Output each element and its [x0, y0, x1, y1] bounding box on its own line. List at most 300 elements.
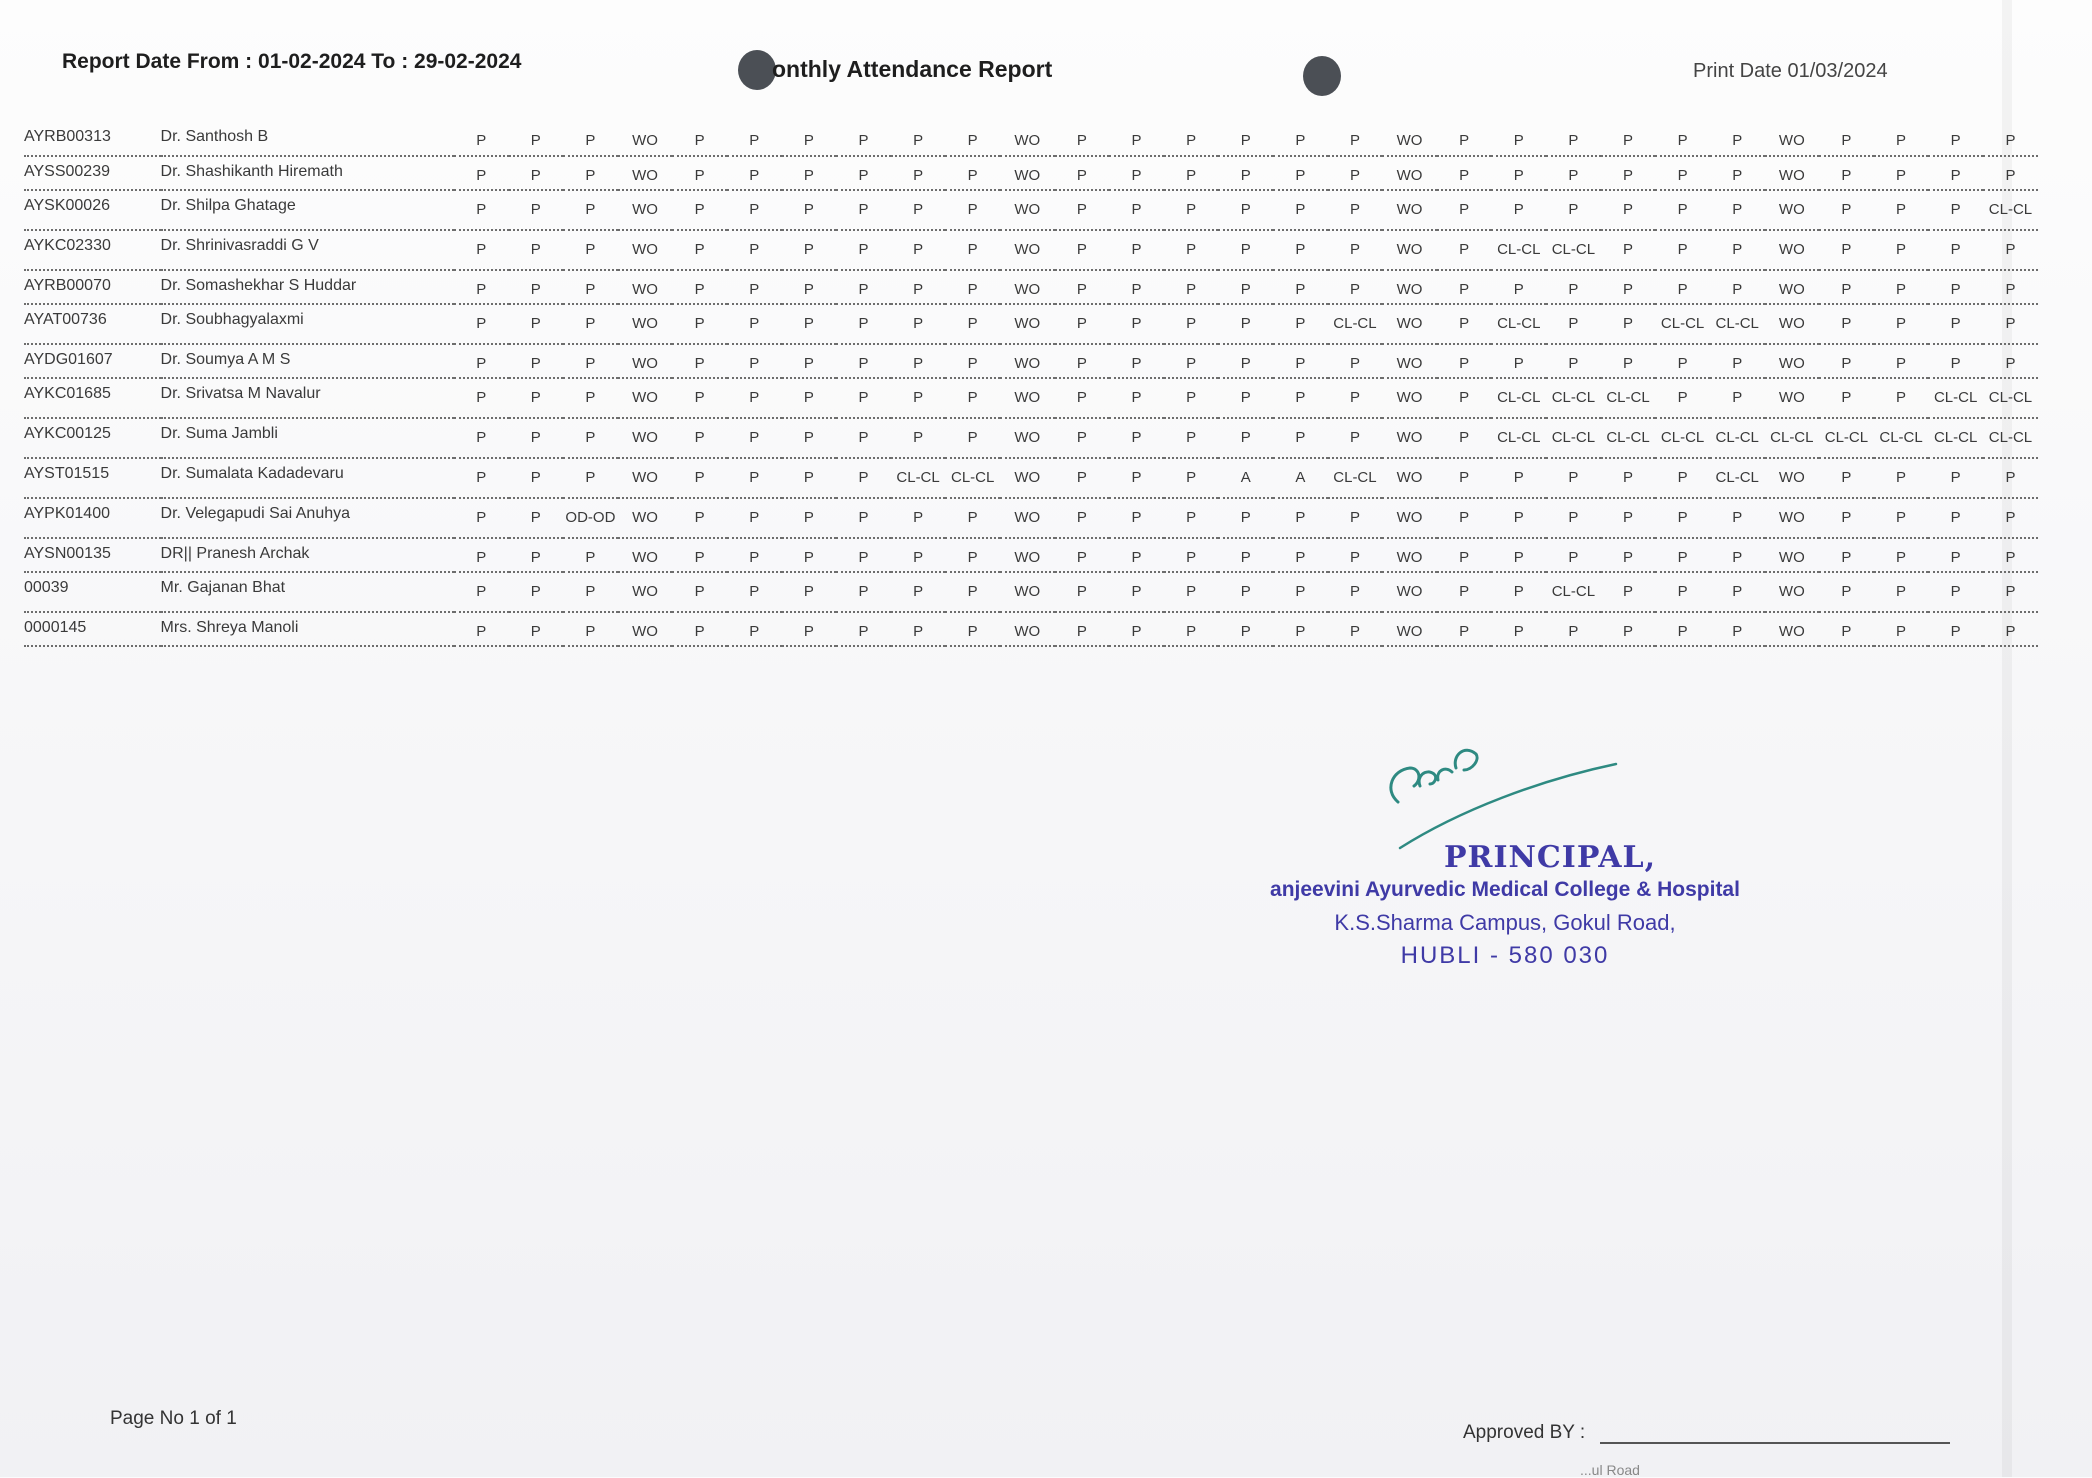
attendance-cell: P: [1459, 509, 1470, 526]
attendance-cell: WO: [632, 167, 658, 184]
attendance-cell: P: [1186, 583, 1197, 600]
attendance-cell: P: [694, 469, 705, 486]
attendance-cell: P: [1896, 132, 1907, 149]
attendance-cell: P: [803, 355, 814, 372]
attendance-cell: P: [694, 509, 705, 526]
attendance-cell: P: [1459, 429, 1470, 446]
attendance-cell: P: [1240, 389, 1251, 406]
attendance-cell: WO: [632, 281, 658, 298]
table-row: [24, 498, 2038, 538]
attendance-cell: P: [858, 241, 869, 258]
attendance-cell: P: [1622, 549, 1633, 566]
employee-name: Mr. Gajanan Bhat: [160, 579, 286, 596]
attendance-cell: CL-CL: [1660, 429, 1705, 446]
attendance-cell: WO: [1014, 132, 1041, 149]
attendance-cell: P: [1732, 167, 1743, 184]
table-row: [24, 230, 2038, 270]
attendance-cell: P: [1896, 469, 1907, 486]
attendance-cell: P: [476, 509, 487, 526]
attendance-cell: P: [1295, 389, 1306, 406]
attendance-cell: P: [1841, 315, 1852, 332]
attendance-cell: P: [530, 132, 541, 149]
attendance-cell: CL-CL: [1551, 389, 1596, 406]
attendance-cell: CL-CL: [1715, 469, 1759, 486]
employee-name: Dr. Shilpa Ghatage: [160, 197, 296, 214]
attendance-cell: CL-CL: [1497, 429, 1541, 446]
attendance-cell: WO: [1396, 623, 1423, 640]
attendance-cell: P: [1186, 509, 1197, 526]
attendance-cell: P: [858, 509, 869, 526]
attendance-cell: WO: [1014, 389, 1041, 406]
attendance-cell: P: [1568, 549, 1579, 566]
attendance-cell: WO: [632, 429, 658, 446]
attendance-cell: P: [858, 201, 869, 218]
attendance-cell: P: [1950, 167, 1961, 184]
attendance-cell: WO: [1014, 201, 1041, 218]
attendance-cell: P: [1513, 281, 1524, 298]
attendance-cell: P: [1076, 315, 1087, 332]
attendance-cell: P: [803, 549, 814, 566]
attendance-cell: CL-CL: [1715, 429, 1759, 446]
attendance-cell: P: [1295, 549, 1306, 566]
employee-id: AYRB00070: [24, 277, 111, 294]
attendance-cell: P: [1950, 132, 1961, 149]
attendance-cell: P: [1240, 132, 1251, 149]
attendance-cell: P: [1295, 132, 1306, 149]
attendance-cell: WO: [1014, 583, 1041, 600]
attendance-cell: P: [1732, 583, 1743, 600]
attendance-cell: P: [1568, 132, 1579, 149]
attendance-cell: P: [585, 201, 596, 218]
attendance-cell: CL-CL: [1606, 429, 1650, 446]
table-row: [24, 156, 2038, 190]
attendance-cell: P: [1950, 549, 1961, 566]
attendance-cell: P: [913, 389, 924, 406]
attendance-cell: P: [694, 281, 705, 298]
attendance-cell: P: [967, 241, 978, 258]
attendance-cell: P: [1622, 167, 1633, 184]
table-row: [24, 572, 2038, 612]
attendance-cell: P: [530, 623, 541, 640]
table-row: [24, 190, 2038, 230]
attendance-cell: P: [1896, 509, 1907, 526]
attendance-cell: WO: [632, 469, 658, 486]
attendance-cell: WO: [1778, 241, 1805, 258]
attendance-cell: P: [1622, 281, 1633, 298]
attendance-cell: CL-CL: [1606, 389, 1650, 406]
attendance-cell: CL-CL: [1497, 315, 1541, 332]
attendance-cell: P: [858, 389, 869, 406]
attendance-cell: P: [585, 583, 596, 600]
attendance-cell: P: [1186, 281, 1197, 298]
seal-address: K.S.Sharma Campus, Gokul Road,: [1334, 910, 1676, 935]
attendance-cell: P: [1186, 167, 1197, 184]
attendance-cell: P: [1240, 241, 1251, 258]
attendance-cell: A: [1240, 469, 1251, 486]
attendance-cell: P: [1896, 281, 1907, 298]
attendance-cell: P: [1513, 623, 1524, 640]
attendance-cell: P: [585, 549, 596, 566]
attendance-cell: P: [2005, 549, 2016, 566]
attendance-cell: P: [476, 389, 487, 406]
attendance-cell: P: [1677, 509, 1688, 526]
attendance-cell: P: [1349, 509, 1360, 526]
attendance-cell: P: [1622, 583, 1633, 600]
attendance-cell: WO: [1396, 132, 1423, 149]
attendance-cell: P: [1896, 201, 1907, 218]
attendance-cell: CL-CL: [1879, 429, 1923, 446]
punch-hole-right: [1303, 56, 1341, 96]
attendance-cell: P: [585, 355, 596, 372]
seal-city: HUBLI - 580 030: [1400, 942, 1610, 969]
attendance-cell: P: [1186, 429, 1197, 446]
attendance-cell: P: [803, 167, 814, 184]
attendance-table-body: [24, 122, 2038, 646]
table-row: [24, 304, 2038, 344]
attendance-cell: P: [476, 623, 487, 640]
attendance-cell: P: [476, 315, 487, 332]
attendance-cell: P: [803, 429, 814, 446]
attendance-cell: P: [1513, 167, 1524, 184]
attendance-cell: P: [803, 132, 814, 149]
attendance-cell: WO: [1014, 281, 1041, 298]
employee-name: Dr. Somashekhar S Huddar: [160, 277, 357, 294]
attendance-cell: P: [967, 583, 978, 600]
attendance-cell: P: [749, 549, 760, 566]
attendance-cell: P: [476, 132, 487, 149]
attendance-cell: P: [858, 132, 869, 149]
attendance-cell: P: [530, 429, 541, 446]
attendance-cell: P: [694, 167, 705, 184]
attendance-cell: WO: [1014, 167, 1041, 184]
employee-name: Dr. Santhosh B: [160, 128, 269, 145]
attendance-cell: WO: [1396, 469, 1423, 486]
attendance-cell: P: [967, 389, 978, 406]
attendance-cell: P: [1513, 549, 1524, 566]
attendance-cell: P: [694, 549, 705, 566]
attendance-cell: WO: [1014, 549, 1041, 566]
attendance-cell: P: [1896, 355, 1907, 372]
attendance-cell: WO: [632, 389, 658, 406]
attendance-cell: P: [530, 355, 541, 372]
attendance-cell: P: [1295, 201, 1306, 218]
attendance-cell: P: [1841, 623, 1852, 640]
print-date: Print Date 01/03/2024: [1693, 60, 1888, 82]
attendance-cell: P: [1076, 167, 1087, 184]
attendance-cell: P: [694, 389, 705, 406]
attendance-cell: P: [1950, 281, 1961, 298]
attendance-cell: P: [1622, 469, 1633, 486]
attendance-cell: WO: [1014, 469, 1041, 486]
attendance-cell: P: [1841, 549, 1852, 566]
attendance-cell: P: [476, 241, 487, 258]
attendance-cell: P: [913, 355, 924, 372]
seal-title: PRINCIPAL,: [1443, 840, 1657, 875]
attendance-cell: P: [858, 429, 869, 446]
attendance-cell: P: [803, 281, 814, 298]
attendance-cell: P: [1240, 281, 1251, 298]
table-row: [24, 270, 2038, 304]
attendance-cell: P: [1186, 132, 1197, 149]
attendance-cell: OD-OD: [565, 509, 616, 526]
attendance-cell: P: [476, 549, 487, 566]
attendance-cell: P: [1732, 389, 1743, 406]
attendance-cell: WO: [1396, 583, 1423, 600]
attendance-cell: P: [1568, 167, 1579, 184]
attendance-cell: P: [585, 167, 596, 184]
attendance-cell: P: [1841, 389, 1852, 406]
attendance-cell: P: [1622, 132, 1633, 149]
attendance-cell: P: [1568, 281, 1579, 298]
attendance-cell: P: [1076, 509, 1087, 526]
attendance-cell: P: [803, 469, 814, 486]
attendance-cell: P: [749, 315, 760, 332]
table-row: [24, 538, 2038, 572]
attendance-cell: P: [858, 315, 869, 332]
attendance-cell: WO: [1396, 355, 1423, 372]
attendance-cell: P: [749, 132, 760, 149]
table-row: [24, 378, 2038, 418]
page-number: Page No 1 of 1: [110, 1408, 237, 1429]
attendance-cell: CL-CL: [1551, 241, 1596, 258]
attendance-cell: P: [1295, 315, 1306, 332]
attendance-cell: P: [858, 167, 869, 184]
attendance-cell: P: [1131, 241, 1142, 258]
attendance-cell: P: [694, 241, 705, 258]
attendance-cell: CL-CL: [1551, 583, 1596, 600]
attendance-cell: P: [1459, 281, 1470, 298]
attendance-cell: P: [749, 469, 760, 486]
attendance-cell: P: [1841, 469, 1852, 486]
attendance-cell: WO: [632, 623, 658, 640]
attendance-cell: P: [1459, 623, 1470, 640]
employee-name: Dr. Suma Jambli: [160, 425, 278, 442]
attendance-cell: P: [1896, 167, 1907, 184]
signature-icon: [1380, 740, 1620, 850]
attendance-cell: P: [1568, 469, 1579, 486]
attendance-cell: WO: [1014, 241, 1041, 258]
attendance-cell: P: [1841, 167, 1852, 184]
attendance-cell: CL-CL: [1551, 429, 1596, 446]
employee-name: Dr. Sumalata Kadadevaru: [160, 465, 344, 482]
attendance-cell: CL-CL: [896, 469, 940, 486]
attendance-cell: P: [1349, 132, 1360, 149]
attendance-cell: WO: [632, 132, 658, 149]
attendance-cell: P: [1622, 201, 1633, 218]
employee-id: 0000145: [24, 619, 87, 636]
attendance-cell: P: [694, 355, 705, 372]
attendance-cell: P: [1677, 281, 1688, 298]
attendance-cell: P: [1131, 509, 1142, 526]
attendance-cell: P: [1732, 509, 1743, 526]
attendance-cell: P: [1732, 623, 1743, 640]
attendance-cell: P: [1950, 241, 1961, 258]
attendance-cell: P: [967, 355, 978, 372]
attendance-cell: P: [967, 429, 978, 446]
attendance-table: [24, 122, 2038, 647]
attendance-cell: P: [1841, 583, 1852, 600]
attendance-cell: P: [585, 623, 596, 640]
employee-id: AYKC02330: [24, 237, 111, 254]
attendance-cell: P: [476, 167, 487, 184]
attendance-cell: P: [1568, 315, 1579, 332]
attendance-cell: P: [913, 429, 924, 446]
attendance-cell: P: [476, 583, 487, 600]
attendance-cell: CL-CL: [1333, 315, 1377, 332]
table-row: [24, 612, 2038, 646]
attendance-cell: P: [1459, 549, 1470, 566]
attendance-cell: P: [1240, 549, 1251, 566]
attendance-cell: P: [913, 583, 924, 600]
attendance-cell: P: [749, 281, 760, 298]
attendance-cell: P: [749, 623, 760, 640]
attendance-cell: P: [967, 281, 978, 298]
attendance-cell: P: [694, 315, 705, 332]
attendance-cell: P: [913, 132, 924, 149]
attendance-cell: P: [2005, 281, 2016, 298]
attendance-cell: P: [2005, 241, 2016, 258]
employee-name: Dr. Soubhagyalaxmi: [160, 311, 304, 328]
attendance-cell: P: [1841, 355, 1852, 372]
attendance-cell: WO: [1778, 201, 1805, 218]
attendance-cell: P: [1131, 389, 1142, 406]
attendance-cell: P: [1349, 583, 1360, 600]
attendance-cell: P: [1349, 429, 1360, 446]
employee-id: 00039: [24, 579, 69, 596]
attendance-cell: P: [1076, 623, 1087, 640]
attendance-cell: P: [1622, 315, 1633, 332]
attendance-cell: P: [1349, 549, 1360, 566]
attendance-cell: P: [1131, 281, 1142, 298]
attendance-cell: P: [1513, 201, 1524, 218]
report-date-range: Report Date From : 01-02-2024 To : 29-02-2024: [62, 50, 522, 73]
attendance-cell: WO: [1014, 355, 1041, 372]
attendance-cell: P: [1677, 132, 1688, 149]
employee-id: AYSS00239: [24, 163, 110, 180]
attendance-cell: WO: [1014, 315, 1041, 332]
approved-by-label: Approved BY :: [1463, 1422, 1586, 1443]
attendance-cell: P: [1459, 355, 1470, 372]
attendance-cell: WO: [1396, 315, 1423, 332]
employee-id: AYKC00125: [24, 425, 111, 442]
employee-id: AYSK00026: [24, 197, 110, 214]
attendance-cell: P: [2005, 132, 2016, 149]
attendance-cell: P: [749, 241, 760, 258]
attendance-cell: P: [858, 549, 869, 566]
attendance-cell: P: [1186, 201, 1197, 218]
attendance-cell: P: [967, 315, 978, 332]
attendance-cell: P: [1732, 549, 1743, 566]
attendance-cell: P: [2005, 355, 2016, 372]
attendance-cell: P: [476, 355, 487, 372]
attendance-cell: P: [1677, 583, 1688, 600]
employee-id: AYPK01400: [24, 505, 110, 522]
attendance-cell: P: [1841, 281, 1852, 298]
attendance-cell: P: [694, 132, 705, 149]
attendance-cell: WO: [1778, 132, 1805, 149]
attendance-cell: P: [1950, 509, 1961, 526]
attendance-cell: P: [1076, 389, 1087, 406]
attendance-cell: P: [1295, 241, 1306, 258]
attendance-cell: P: [530, 469, 541, 486]
attendance-cell: P: [1459, 315, 1470, 332]
attendance-cell: P: [476, 469, 487, 486]
attendance-cell: P: [1349, 167, 1360, 184]
attendance-cell: P: [1677, 623, 1688, 640]
attendance-cell: P: [1240, 623, 1251, 640]
employee-id: AYAT00736: [24, 311, 107, 328]
attendance-cell: CL-CL: [1770, 429, 1814, 446]
attendance-cell: P: [1131, 201, 1142, 218]
table-row: [24, 344, 2038, 378]
attendance-cell: WO: [632, 201, 658, 218]
attendance-cell: P: [1513, 355, 1524, 372]
attendance-cell: P: [749, 355, 760, 372]
attendance-cell: P: [530, 509, 541, 526]
attendance-cell: P: [1950, 315, 1961, 332]
attendance-cell: P: [858, 583, 869, 600]
attendance-cell: WO: [632, 241, 658, 258]
attendance-cell: P: [1131, 132, 1142, 149]
attendance-cell: WO: [632, 355, 658, 372]
attendance-cell: P: [1513, 469, 1524, 486]
attendance-cell: P: [1841, 241, 1852, 258]
attendance-cell: P: [1349, 355, 1360, 372]
attendance-cell: P: [1186, 355, 1197, 372]
attendance-cell: P: [749, 509, 760, 526]
attendance-cell: P: [1295, 509, 1306, 526]
footer-smudge-text: ...ul Road: [1580, 1462, 1640, 1478]
attendance-cell: P: [1677, 167, 1688, 184]
attendance-cell: P: [2005, 167, 2016, 184]
attendance-cell: P: [1841, 509, 1852, 526]
attendance-cell: CL-CL: [951, 469, 995, 486]
attendance-cell: P: [1677, 549, 1688, 566]
attendance-cell: P: [1349, 623, 1360, 640]
attendance-cell: P: [1677, 241, 1688, 258]
attendance-cell: P: [1131, 355, 1142, 372]
attendance-cell: P: [1896, 389, 1907, 406]
table-row: [24, 122, 2038, 156]
attendance-cell: P: [749, 583, 760, 600]
attendance-cell: P: [530, 201, 541, 218]
attendance-cell: P: [1732, 201, 1743, 218]
employee-name: DR|| Pranesh Archak: [160, 545, 310, 562]
attendance-cell: P: [1076, 201, 1087, 218]
attendance-cell: P: [2005, 583, 2016, 600]
attendance-cell: P: [913, 201, 924, 218]
attendance-cell: P: [585, 315, 596, 332]
attendance-cell: P: [1459, 469, 1470, 486]
employee-name: Mrs. Shreya Manoli: [160, 619, 299, 636]
attendance-cell: CL-CL: [1715, 315, 1759, 332]
attendance-cell: WO: [1396, 429, 1423, 446]
attendance-cell: P: [2005, 315, 2016, 332]
attendance-cell: WO: [1778, 509, 1805, 526]
attendance-cell: P: [803, 241, 814, 258]
attendance-cell: P: [1131, 549, 1142, 566]
attendance-cell: P: [1295, 623, 1306, 640]
attendance-cell: P: [1295, 355, 1306, 372]
attendance-cell: P: [1677, 201, 1688, 218]
attendance-cell: P: [1131, 315, 1142, 332]
attendance-cell: WO: [1778, 281, 1805, 298]
attendance-cell: WO: [1396, 509, 1423, 526]
attendance-cell: P: [1568, 509, 1579, 526]
attendance-cell: P: [749, 429, 760, 446]
attendance-cell: P: [1349, 389, 1360, 406]
attendance-cell: P: [967, 201, 978, 218]
